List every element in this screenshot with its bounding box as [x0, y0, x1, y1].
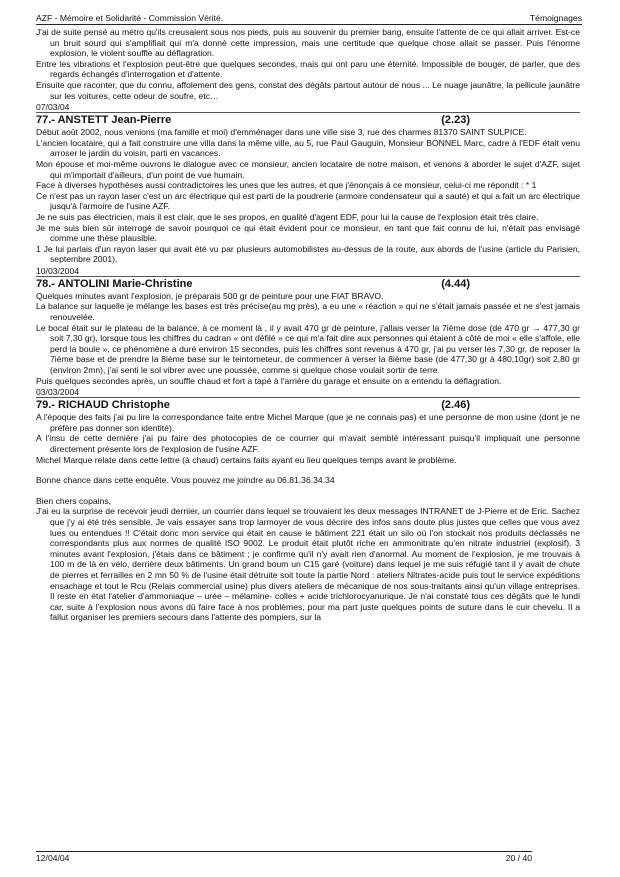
section-paragraph: Face à diverses hypothèses aussi contradictoires les unes que les autres, et que j'énonçais à ce monsieur, celui-ci me répondit : * 1 [36, 180, 537, 191]
section-heading [36, 278, 580, 291]
header-title: AZF - Mémoire et Solidarité - Commission Vérité. [36, 13, 224, 24]
section-paragraph: Le bocal était sur le plateau de la balance, à ce moment là , il y avait 470 gr de peinture, j'allais verser la 7ième dose (de 470 gr → 477,30 gr soit 7,30 gr), lorsque tous les chiffres du cadran « ont défilé » ce qui m'a fait dire aux personnes qui étaient à côté de moi « elle s'affole, elle perd la boule », ce phénomène a duré environ 15 secondes, puis les chiffres sont revenus à 470 gr, j'ai pu verser les 7,30 gr, de reposer la 7ième base et de prendre la 8ième base sur le teintometeur, de commencer à verser la 8ième base (de 477,30 gr à 480,10gr) soit 2,80 gr (environ 2mn), j'ai senti le sol vibrer avec une poussée, comme si quelque chose voulait sortir de terre. [36, 322, 580, 376]
section-paragraph: Ce n'est pas un rayon laser c'est un arc électrique qui est parti de la poudrerie (armoire condensateur qui a sauté) et qui a fait un arc électrique jusqu'à l'armoire de l'usine AZF. [36, 190, 580, 212]
section-paragraph: Quelques minutes avant l'explosion, je préparais 500 gr de peinture pour une FIAT BRAVO. [36, 290, 384, 301]
header-section: Témoignages [529, 13, 582, 24]
section-code: (2.46) [441, 399, 470, 412]
letter-body: J'ai eu la surprise de recevoir jeudi dernier, un courrier dans lequel se trouvaient les deux messages INTRANET de J-Pierre et de Eric. Sachez que j'y ai été très sensible. Je vais essayer sans trop larmoyer de vous décrire des infos sans doute plus justes que celles que vous avez lues ou entendues !! C'était donc mon service qui était en cause le bâtiment 221 était un silo où l'on stockait nos produits déclassés ne correspondants plus aux normes de qualité ISO 9002. Le produit était plutôt riche en ammonitrate qu'en nitrate industriel (explosif). 3 minutes avant l'explosion, j'étais dans ce bâtiment ; je confirme qu'il n'y avait rien d'anormal. Au moment de l'explosion, je me trouvais à 100 m de là en vélo, derrière deux bâtiments. Un grand boum un C15 garé (voiture) dans lequel je me suis réfugié tant il y avait de chute de pierres et ferrailles en 2 mn 50 % de l'usine était détruite soit toute la partie Nord : ateliers Nitrates-acide puis tout le service expéditions ensachage et tout le Rcu (Relais commercial usine) plus divers ateliers de mécanique de nos sous-traitants ainsi qu'un village entreprises. Il reste en état l'atelier d'ammoniaque – urée – mélamine- colles + acide trichlorocyanurique. Je n'ai constaté tous ces dégâts que le lundi car, suite à l'explosion nous avons dû faire face à nos problèmes, pour ma part juste quelques points de suture dans le cuir chevelu. Il a fallut organiser les premiers secours dans l'attente des pompiers, sur la [36, 506, 580, 623]
intro-paragraph: Entre les vibrations et l'explosion peut-être que quelques secondes, mais qui ont paru une éternité. Impossible de bouger, de parler, que des regards échangés d'interrogation et d'attente. [36, 58, 580, 80]
section-paragraph: Mon épouse et moi-même ouvrons le dialogue avec ce monsieur, ancien locataire de notre maison, et venons à aborder le sujet d'AZF, sujet qui m'importait d'ailleurs, d'un point de vue humain. [36, 158, 580, 180]
closing-line: Bonne chance dans cette enquête. Vous pouvez me joindre au 06.81.36.34.34 [36, 475, 335, 486]
section-paragraph: L'ancien locataire, qui a fait construire une villa dans la même ville, au 5, rue Paul Gauguin, Monsieur BONNEL Marc, cadre à l'EDF était venu arroser le jardin du voisin, parti en vacances. [36, 137, 580, 159]
section-paragraph: La balance sur laquelle je mélange les bases est très précise(au mg près), a eu une « réaction » qui ne s'était jamais passée et ne s'est jamais renouvelée. [36, 301, 580, 323]
document-body [36, 27, 580, 623]
intro-paragraph: J'ai de suite pensé au métro qu'ils creusaient sous nos pieds, puis au souvenir du premier bang, ensuite l'attente de ce qui allait arriver. Est-ce un bruit sourd qui s'amplifiait qui m'a donné cette impression, mais une certitude que quelque chose allait se passer. Puis l'énorme explosion, le violent souffle au déflagration. [36, 27, 580, 59]
section-title: 77.- ANSTETT Jean-Pierre [36, 114, 172, 127]
section-date: 10/03/2004 [36, 266, 580, 277]
section-title: 78.- ANTOLINI Marie-Christine [36, 277, 193, 290]
footnote: 1 Je lui parlais d'un rayon laser qui avait été vu par plusieurs automobilistes au-dessus de la route, aux abords de l'usine (article du Parisien, septembre 2001). [36, 243, 580, 265]
section-heading [36, 399, 580, 412]
section-paragraph: Je ne suis pas électricien, mais il est clair, que le ses propos, en qualité d'agent EDF, pour lui la cause de l'explosion était très claire. [36, 211, 539, 222]
section-date: 07/03/04 [36, 102, 580, 113]
letter-greeting: Bien chers copains, [36, 495, 111, 506]
section-title: 79.- RICHAUD Christophe [36, 399, 170, 412]
page-header [36, 10, 582, 25]
section-paragraph: Michel Marque relate dans cette lettre (à chaud) certains faits ayant eu lieu quelques temps avant le problème. [36, 454, 457, 465]
intro-paragraph: Ensuite que raconter, que du connu, affolement des gens, constat des dégâts partout autour de nous ... Le nuage jaunâtre, la pellicule jaunâtre sur les voitures, cette odeur de soufre, etc… [36, 79, 580, 101]
section-paragraph: Début août 2002, nous venions (ma famille et moi) d'emménager dans une ville sise 3, rue des charmes 81370 SAINT SULPICE. [36, 127, 527, 138]
section-paragraph: A l'époque des faits j'ai pu lire la correspondance faite entre Michel Marque (que je ne connais pas) et une personne de mon usine (dont je ne préfère pas donner son identité). [36, 412, 580, 433]
page-footer [36, 851, 532, 864]
section-code: (4.44) [441, 277, 470, 290]
section-code: (2.23) [441, 114, 470, 127]
page-number: 20 / 40 [505, 853, 532, 864]
section-heading [36, 114, 580, 127]
section-date: 03/03/2004 [36, 387, 580, 398]
section-paragraph: A l'insu de cette dernière j'ai pu faire des photocopies de ce courrier qui m'avait semblé intéressant puisqu'il impliquait une personne directement présente lors de l'explosion de l'usine AZF. [36, 433, 580, 454]
section-paragraph: Puis quelques secondes après, un souffle chaud et fort a tapé à l'arrière du garage et ensuite on a entendu la déflagration. [36, 375, 502, 386]
footer-date: 12/04/04 [36, 853, 70, 864]
section-paragraph: Je me suis bien sûr interrogé de savoir pourquoi ce qui était évident pour ce monsieur, en tant que fait connu de lui, n'était pas envisagé comme une thèse plausible. [36, 222, 580, 244]
